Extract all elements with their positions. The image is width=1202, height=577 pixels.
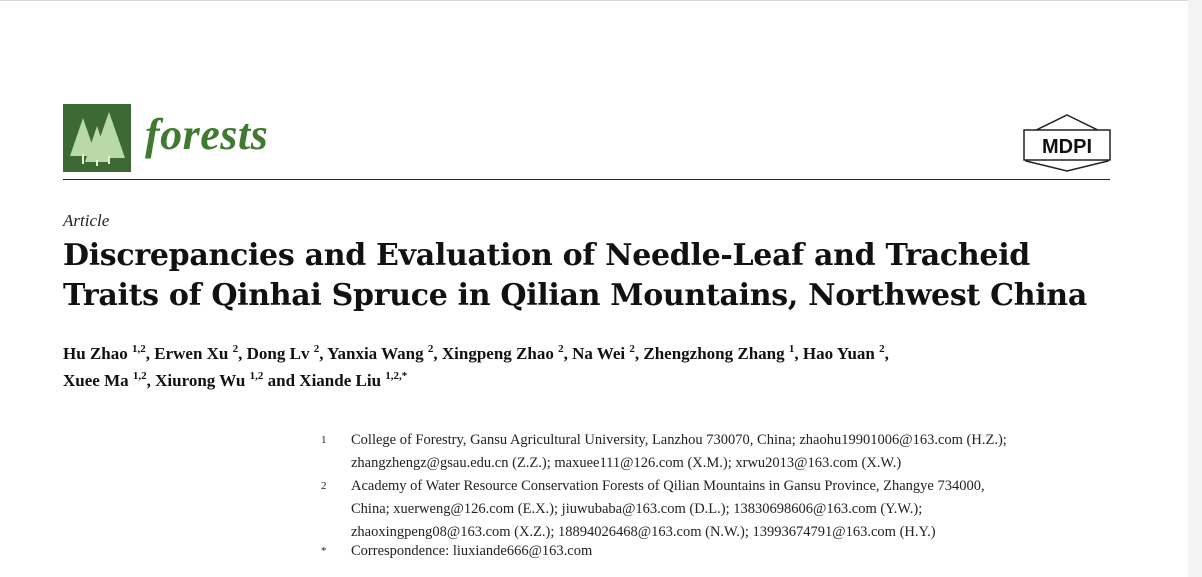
author[interactable]: Dong Lv $^2$ bbox=[246, 343, 320, 363]
author[interactable]: Xingpeng Zhao $^2$ bbox=[441, 343, 564, 363]
author[interactable]: Xuee Ma $^{1,2}$ bbox=[63, 370, 147, 390]
author[interactable]: Na Wei $^2$ bbox=[572, 343, 635, 363]
author[interactable]: Erwen Xu $^2$ bbox=[154, 343, 239, 363]
author[interactable]: Hao Yuan $^2$ bbox=[802, 343, 885, 363]
journal-logo bbox=[63, 104, 131, 172]
affiliation-line: zhaoxingpeng08@163.com (X.Z.); 18894026468@163.com (N.W.); 13993674791@163.com (H.Y.) bbox=[351, 524, 936, 540]
author[interactable]: Xiurong Wu $^{1,2}$ bbox=[155, 370, 264, 390]
affiliation-line: China; xuerweng@126.com (E.X.); jiuwubaba@163.com (D.L.); 13830698606@163.com (Y.W.); bbox=[351, 501, 923, 517]
affiliation-line: zhangzhengz@gsau.edu.cn (Z.Z.); maxuee111@126.com (X.M.); xrwu2013@163.com (X.W.) bbox=[351, 455, 902, 471]
author-line: Hu Zhao $^{1,2}$, Erwen Xu $^2$, Dong Lv $^2$, Yanxia Wang $^2$, Xingpeng Zhao $^2$, Na Wei $^2$, Zhengzhong Zhang $^1$, Hao Yuan $^2$, bbox=[63, 343, 889, 363]
affiliation-marker: 1 bbox=[321, 434, 327, 446]
trees-icon bbox=[63, 104, 131, 172]
author[interactable]: Xiande Liu $^{1,2,*}$ bbox=[299, 370, 408, 390]
author[interactable]: Yanxia Wang $^2$ bbox=[327, 343, 434, 363]
author[interactable]: Zhengzhong Zhang $^1$ bbox=[643, 343, 795, 363]
article-type: Article bbox=[63, 211, 110, 230]
affiliation-2 bbox=[321, 475, 1151, 544]
correspondence bbox=[321, 540, 1151, 563]
title-line: Traits of Qinhai Spruce in Qilian Mountains, Northwest China bbox=[63, 278, 1087, 313]
affiliation-marker: * bbox=[321, 545, 327, 557]
affiliation-line: Academy of Water Resource Conservation Forests of Qilian Mountains in Gansu Province, Zhangye 734000, bbox=[351, 478, 985, 494]
affiliation-1 bbox=[321, 429, 1151, 475]
scrollbar-track[interactable] bbox=[1188, 0, 1202, 577]
journal-name: forests bbox=[145, 110, 269, 159]
author[interactable]: Hu Zhao $^{1,2}$ bbox=[63, 343, 146, 363]
title-line: Discrepancies and Evaluation of Needle-Leaf and Tracheid bbox=[63, 238, 1030, 273]
author-line: Xuee Ma $^{1,2}$, Xiurong Wu $^{1,2}$ and Xiande Liu $^{1,2,*}$ bbox=[63, 370, 408, 390]
top-border bbox=[0, 0, 1202, 1]
mdpi-logo-text: MDPI bbox=[1042, 136, 1092, 158]
correspondence-line[interactable]: Correspondence: liuxiande666@163.com bbox=[351, 543, 593, 559]
affiliation-marker: 2 bbox=[321, 480, 327, 492]
article-title bbox=[63, 236, 1123, 316]
author-list bbox=[63, 340, 1143, 394]
mdpi-logo bbox=[1022, 113, 1112, 173]
header-divider bbox=[63, 179, 1110, 180]
affiliation-line: College of Forestry, Gansu Agricultural University, Lanzhou 730070, China; zhaohu19901006@163.com (H.Z.); bbox=[351, 432, 1007, 448]
